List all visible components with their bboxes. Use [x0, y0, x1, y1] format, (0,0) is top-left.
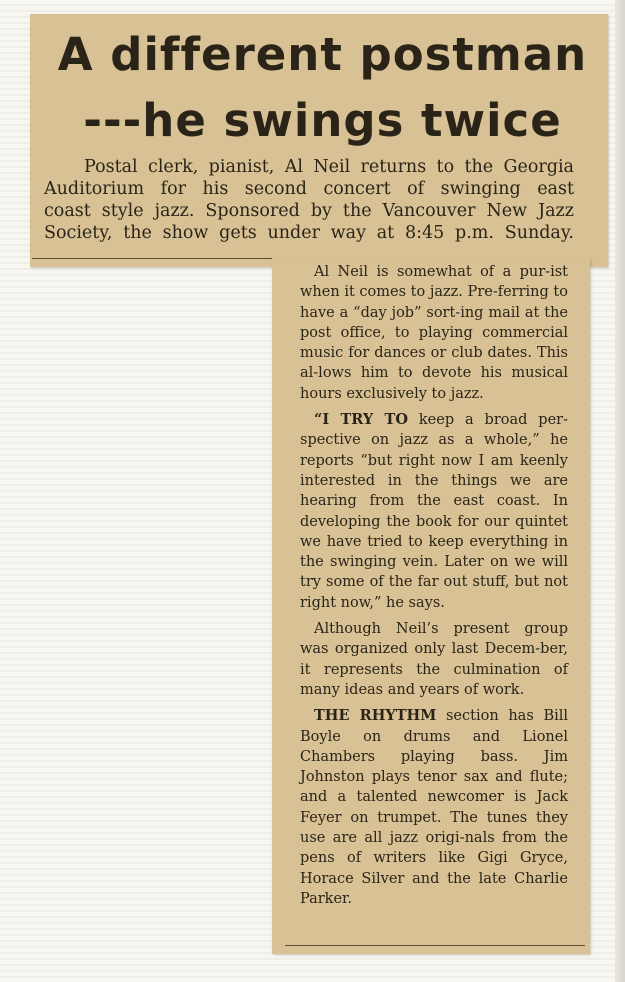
- paragraph-text: keep a broad per-spective on jazz as a whole,” he reports “but right now I am keenly interested in the things we are hearing from the east coast. In developing the book for our quintet we have tried to keep everything in the swinging vein. Later on we will try some of the far out stuff, but not right now,” he says.: [300, 412, 568, 611]
- lede-paragraph: [44, 156, 574, 244]
- headline-line-1: A different postman: [57, 28, 588, 81]
- paragraph-text: section has Bill Boyle on drums and Lionel Chambers playing bass. Jim Johnston plays tenor sax and flute; and a talented newcomer is Jack Feyer on trumpet. The tunes they use are all jazz origi-nals from the pens of writers like Gigi Gryce, Horace Silver and the late Charlie Parker.: [300, 708, 569, 907]
- paragraph-text: Although Neil’s present group was organized only last Decem-ber, it represents the culmination of many ideas and years of work.: [300, 621, 568, 698]
- paragraph-runin: THE RHYTHM: [314, 707, 437, 725]
- body-paragraph: [300, 619, 568, 700]
- headline: [50, 22, 595, 154]
- body-paragraph: [300, 262, 568, 404]
- binder-edge: [615, 0, 625, 982]
- lede-line: Auditorium for his second concert of swinging east: [44, 179, 574, 199]
- end-rule: [285, 945, 585, 946]
- paragraph-text: Al Neil is somewhat of a pur-ist when it comes to jazz. Pre-ferring to have a “day job” sort-ing mail at the post office, to playing commercial music for dances or club dates. This al-lows him to devote his musical hours exclusively to jazz.: [300, 264, 568, 402]
- lede-line: Postal clerk, pianist, Al Neil returns to the Georgia: [84, 157, 574, 177]
- article-body-column: [300, 262, 568, 915]
- body-paragraph: [300, 706, 568, 909]
- body-paragraph: [300, 410, 568, 613]
- headline-line-2: ---he swings twice: [83, 94, 562, 147]
- lede-rule: [32, 258, 272, 259]
- lede-line: Society, the show gets under way at 8:45 p.m. Sunday.: [44, 223, 574, 243]
- paragraph-runin: “I TRY TO: [314, 411, 408, 429]
- lede-line: coast style jazz. Sponsored by the Vancouver New Jazz: [44, 201, 574, 221]
